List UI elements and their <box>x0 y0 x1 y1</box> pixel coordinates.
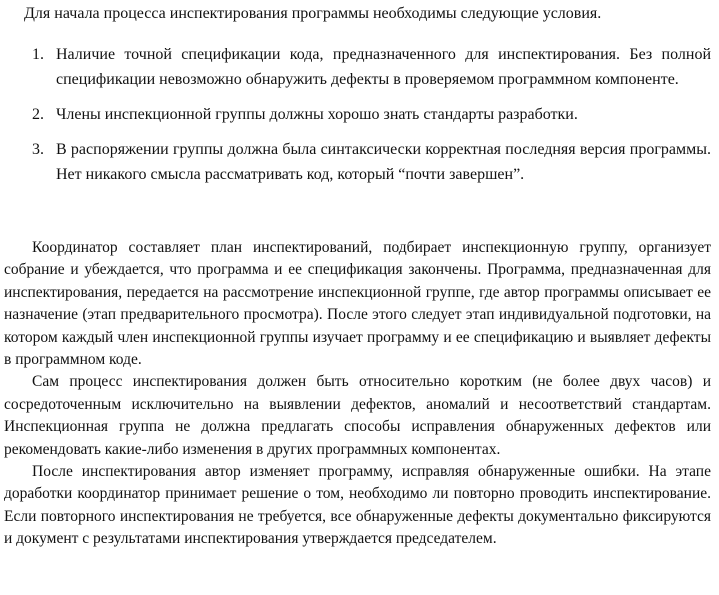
body-text <box>4 237 711 551</box>
condition-number: 1. <box>32 46 44 63</box>
conditions-list <box>0 42 719 197</box>
condition-text: Члены инспекционной группы должны хорошо знать стандарты разработки. <box>56 106 578 123</box>
condition-text: Наличие точной спецификации кода, предназначенного для инспектирования. Без полной спецификации невозможно обнаружить дефекты в проверяемом программном компоненте. <box>56 46 711 88</box>
condition-item <box>0 102 719 127</box>
intro-text: Для начала процесса инспектирования программы необходимы следующие условия. <box>24 5 602 22</box>
paragraph: Сам процесс инспектирования должен быть относительно коротким (не более двух часов) и сосредоточенным исключительно на выявлении дефектов, аномалий и несоответствий стандартам. Инспекционная группа не должна предлагать способы исправления обнаруженных дефектов или рекомендовать какие-либо изменения в других программных компонентах. <box>4 373 711 458</box>
condition-number: 2. <box>32 106 44 123</box>
paragraph: После инспектирования автор изменяет программу, исправляя обнаруженные ошибки. На этапе доработки координатор принимает решение о том, необходимо ли повторно проводить инспектирование. Если повторного инспектирования не требуется, все обнаруженные дефекты документально фиксируются и документ с результатами инспектирования утверждается председателем. <box>4 463 711 548</box>
paragraph: Координатор составляет план инспектирований, подбирает инспекционную группу, организует собрание и убеждается, что программа и ее спецификация закончены. Программа, предназначенная для инспектирования, передается на рассмотрение инспекционной группе, где автор программы описывает ее назначение (этап предварительного просмотра). После этого следует этап индивидуальной подготовки, на котором каждый член инспекционной группы изучает программу и ее спецификацию и выявляет дефекты в программном коде. <box>4 239 711 369</box>
condition-item <box>0 42 719 92</box>
condition-number: 3. <box>32 141 44 158</box>
condition-text: В распоряжении группы должна была синтаксически корректная последняя версия программы. Нет никакого смысла рассматривать код, который “почти завершен”. <box>56 141 711 183</box>
condition-item <box>0 137 719 187</box>
